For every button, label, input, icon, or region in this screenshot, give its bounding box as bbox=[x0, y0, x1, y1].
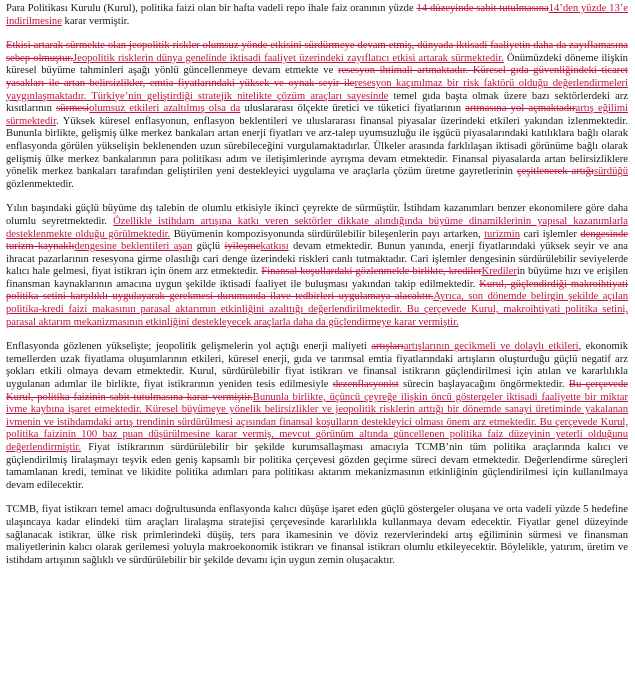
text-run: , ekonomik temellerden uzak fiyatlama oluşumlarının etkileri, küresel enerji, gıda ve tarımsal emtia fiyatlarındaki artışların oluşturduğu güçlü negatif arz şokları etkili olmaya devam etmektedir. Kurul, sürdürülebilir fiyat istikrarı ve finansal istikrarın güçlendirilmesi için atılan ve kararlılıkla uygulanan adımlar ile birlikte, fiyat istikrarının yeniden tesis edilmesiyle bbox=[6, 341, 628, 391]
inserted-text: Jeopolitik risklerin dünya genelinde iktisadi faaliyet üzerindeki zayıflatıcı etkisi artarak sürmektedir. bbox=[73, 52, 504, 64]
inserted-text: artışlarının gecikmeli ve dolaylı etkileri bbox=[403, 341, 579, 353]
paragraph bbox=[6, 40, 628, 191]
text-run: in büyüme hızı ve erişilen finansman kaynaklarının amacına uygun şekilde iktisadi faaliyet ile buluşması yakından takip edilmektedir. bbox=[6, 266, 629, 290]
inserted-text: resesyon kaçınılmaz bir risk faktörü olduğu değerlendirmeleri yaygınlaşmaktadır. Türkiye’nin geliştirdiği stratejik nitelikte çözüm araçları sayesinde bbox=[6, 77, 628, 102]
text-run: Önümüzdeki döneme ilişkin küresel büyüme tahminleri aşağı yönlü güncellenmeye devam etmekte ve bbox=[6, 52, 628, 77]
text-run: karar vermiştir. bbox=[61, 15, 130, 27]
text-run: devam etmektedir. Bunun yanında, enerji fiyatlarındaki yüksek seyir ve ana ihracat pazarlarının resesyona girme olasılığı cari denge üzerindeki riskleri canlı tutmaktadır. Cari işlemler dengesinin sürdürülebilir seviyelerde kalıcı hale gelmesi, fiyat istikrarı için önem arz etmektedir. bbox=[6, 241, 628, 278]
deleted-text: çeşitlenerek artığı bbox=[516, 166, 594, 178]
paragraph bbox=[6, 3, 628, 28]
text-run: Para Politikası Kurulu (Kurul), politika faizi olan bir hafta vadeli repo ihale faiz oranının yüzde bbox=[6, 3, 417, 14]
deleted-text: sürmesi bbox=[56, 103, 90, 115]
inserted-text: 14’den yüzde 13’e indirilmesine bbox=[6, 3, 628, 27]
deleted-text: Etkisi artarak sürmekte olan jeopolitik riskler olumsuz yönde etkisini sürdürmeye devam etmiş, dünyada iktisadi faaliyetin daha da zayıflamasına sebep olmuştur. bbox=[6, 40, 628, 64]
deleted-text: iyileşme bbox=[224, 241, 261, 253]
inserted-text: turizmin bbox=[484, 228, 521, 240]
paragraph bbox=[6, 203, 628, 329]
text-run: Fiyat istikrarının sürdürülebilir bir şekilde kurumsallaşması amacıyla TCMB’nin tüm politika araçlarında kalıcı ve güçlendirilmiş liralaşmayı teşvik eden geniş kapsamlı bir politika çerçevesi gözden geçirme süreci devam etmektedir. Değerlendirme süreçleri tamamlanan kredi, teminat ve likidite politika adımları para politikası aktarım mekanizmasının etkinliğinin güçlendirilmesi için kullanılmaya devam edilecektir. bbox=[6, 442, 628, 491]
inserted-text: Krediler bbox=[481, 266, 517, 278]
inserted-text: sürdüğü bbox=[593, 166, 628, 178]
deleted-text: artışları bbox=[371, 341, 404, 353]
text-run: TCMB, fiyat istikrarı temel amacı doğrultusunda enflasyonda kalıcı düşüşe işaret eden güçlü göstergeler oluşana ve orta vadeli yüzde 5 hedefine ulaşıncaya kadar elindeki tüm araçları liralaşma stratejisi çerçevesinde kararlılıkla kullanmaya devam edecektir. Fiyatlar genel düzeyinde sağlanacak istikrar, ülke risk primlerindeki düşüş, ters para ikamesinin ve döviz rezervlerindeki artış eğiliminin sürmesi ve finansman maliyetlerinin kalıcı olarak gerilemesi yoluyla makroekonomik istikrarı ve finansal istikrarı olumlu etkileyecektir. Böylelikle, yatırım, üretim ve istihdam artışının sağlıklı ve sürdürülebilir bir şekilde devamı için uygun zemin oluşacaktır. bbox=[6, 504, 628, 566]
deleted-text: resesyon ihtimali artmaktadır. Küresel gıda güvenliğindeki ticaret yasakları ile artan belirsizlikler, emtia fiyatlarındaki yüksek ve oynak seyir ile bbox=[6, 65, 628, 89]
inserted-text: Ayrıca, son dönemde belirgin şekilde açılan politika-kredi faizi makasının parasal aktarımın etkinliğini azalttığı değerlendirilmektedir. Bu çerçevede Kurul, makroihtiyati politika setini, parasal aktarım mekanizmasının etkinliğini destekleyecek araçlarla daha da güçlendirmeye karar vermiştir. bbox=[6, 291, 628, 328]
text-run: güçlü bbox=[192, 241, 225, 253]
deleted-text: dengesinde turizm kaynaklı bbox=[6, 228, 628, 253]
deleted-text: 14 düzeyinde sabit tutulmasına bbox=[416, 3, 549, 14]
text-run: temel gıda başta olmak üzere bazı sektörlerdeki arz kısıtlarının bbox=[6, 90, 628, 115]
deleted-text: dezenflasyonist bbox=[332, 379, 399, 391]
text-run: sürecin başlayacağını öngörmektedir. bbox=[398, 379, 569, 391]
deleted-text: artmasına yol açmaktadır bbox=[465, 103, 576, 115]
text-run: . Yüksek küresel enflasyonun, enflasyon beklentileri ve uluslararası finansal piyasalar üzerindeki etkileri yakından izlenmektedir. Bununla birlikte, gelişmiş ülke merkez bankaları artan enerji fiyatları ve arz-talep uyumsuzluğu ile işgücü piyasalarındaki katılıklara bağlı olarak enflasyonda görülen yükselişin beklenenden uzun sürebileceğini vurgulamaktadırlar. Ülkeler arasında farklılaşan iktisadi görünüme bağlı olarak gelişmiş ülke merkez bankalarının para politikası adım ve iletişimlerinde ayrışma devam etmektedir. Finansal piyasalarda artan belirsizliklere yönelik merkez bankaları tarafından geliştirilen yeni destekleyici uygulama ve araçlarla çözüm üretme gayretlerinin bbox=[6, 115, 628, 178]
text-run: Büyümenin kompozisyonunda sürdürülebilir bileşenlerin payı artarken, bbox=[170, 228, 485, 240]
deleted-text: Bu çerçevede Kurul, politika faizinin sabit tutulmasına karar vermiştir. bbox=[6, 379, 628, 403]
deleted-text: Finansal koşullardaki gözlenmekle birlikte, krediler bbox=[261, 266, 482, 278]
text-run: Enflasyonda gözlenen yükselişte; jeopolitik gelişmelerin yol açtığı enerji maliyeti bbox=[6, 341, 372, 353]
deleted-text: Kurul, güçlendirdiği makroihtiyati politika setini karşılıklı uygulayarak gerekmesi durumunda ilave tedbirleri uygulamaya alacaktır. bbox=[6, 278, 628, 303]
paragraph bbox=[6, 504, 628, 567]
text-run: uluslararası ölçekte üretici ve tüketici fiyatlarının bbox=[240, 103, 466, 115]
paragraph bbox=[6, 341, 628, 492]
inserted-text: dengesine beklentileri aşan bbox=[74, 241, 193, 253]
text-run: gözlenmektedir. bbox=[6, 178, 74, 190]
text-run: cari işlemler bbox=[520, 228, 581, 240]
inserted-text: Özellikle istihdam artışına katkı veren sektörler dikkate alındığında büyüme dinamiklerinin yapısal kazanımlarla desteklenmekte olduğu görülmektedir. bbox=[6, 215, 628, 240]
inserted-text: Bununla birlikte, üçüncü çeyreğe ilişkin öncü göstergeler iktisadi faaliyette bir miktar ivme kaybına işaret etmektedir. Küresel büyümeye yönelik belirsizlikler ve jeopolitik risklerin arttığı bir dönemde sanayi üretiminde yakalanan ivmenin ve istihdamdaki artış trendinin sürdürülmesi açısından finansal koşulların destekleyici olması önem arz etmektedir. Bu çerçevede Kurul, politika faizinin 100 baz puan düşürülmesine karar vermiş, mevcut görünüm altında güncellenen politika faiz düzeyinin yeterli olduğunu değerlendirmiştir. bbox=[6, 391, 629, 453]
inserted-text: olumsuz etkileri azaltılmış olsa da bbox=[89, 103, 241, 115]
text-run: Yılın başındaki güçlü büyüme dış talebin de olumlu etkisiyle ikinci çeyrekte de sürmüştür. İstihdam kazanımları benzer ekonomilere göre daha olumlu seyretmektedir. bbox=[6, 203, 628, 227]
inserted-text: katkısı bbox=[260, 241, 289, 253]
inserted-text: artış eğilimi sürmektedir bbox=[6, 103, 629, 127]
